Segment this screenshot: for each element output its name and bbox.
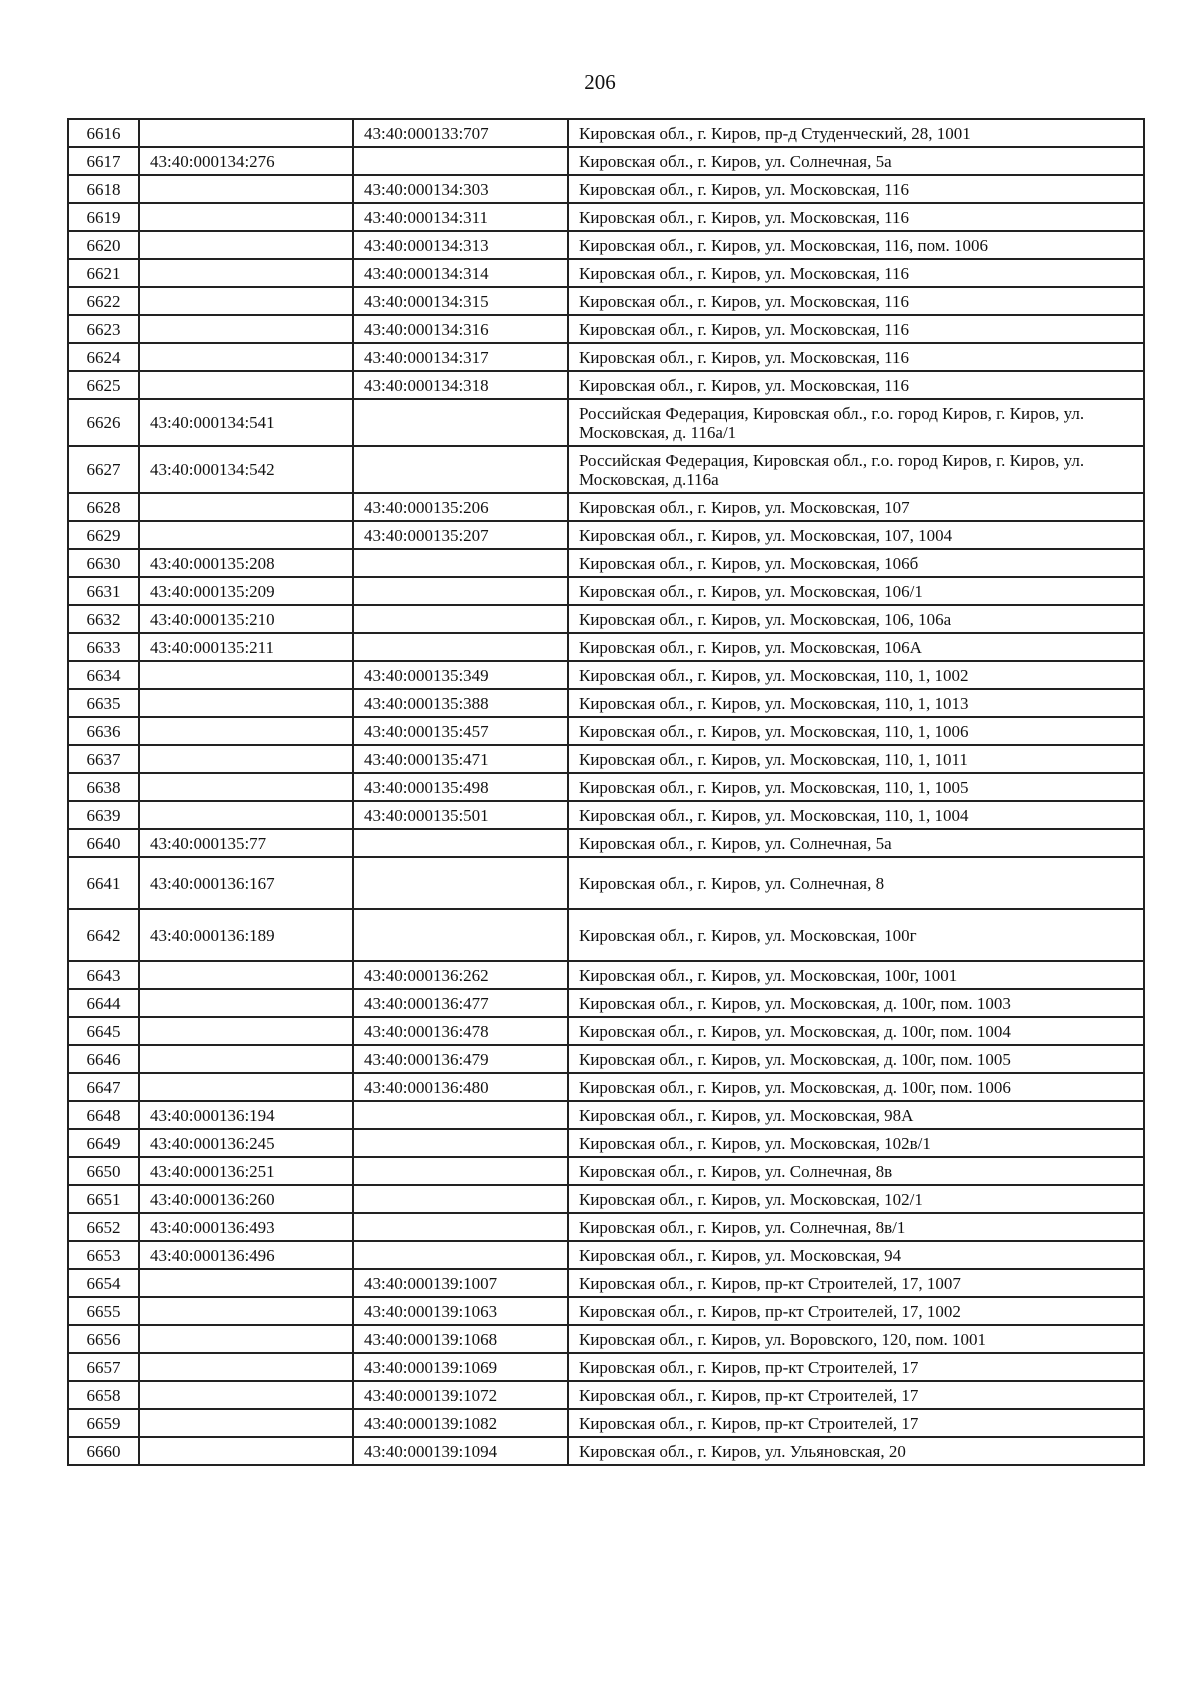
address-cell: Кировская обл., г. Киров, ул. Московская, 107 <box>568 493 1144 521</box>
cadastral-number-b-cell: 43:40:000134:311 <box>353 203 568 231</box>
cadastral-number-b-cell: 43:40:000135:457 <box>353 717 568 745</box>
address-cell: Кировская обл., г. Киров, ул. Московская, д. 100г, пом. 1005 <box>568 1045 1144 1073</box>
cadastral-number-b-cell: 43:40:000134:315 <box>353 287 568 315</box>
cadastral-number-b-cell <box>353 446 568 493</box>
cadastral-number-a-cell <box>139 493 353 521</box>
address-cell: Кировская обл., г. Киров, ул. Московская, 116 <box>568 203 1144 231</box>
row-number-cell: 6647 <box>68 1073 139 1101</box>
row-number-cell: 6628 <box>68 493 139 521</box>
cadastral-number-a-cell <box>139 717 353 745</box>
table-row <box>68 1297 1144 1325</box>
table-row <box>68 175 1144 203</box>
table-row <box>68 1045 1144 1073</box>
table-row <box>68 259 1144 287</box>
row-number-cell: 6648 <box>68 1101 139 1129</box>
cadastral-number-a-cell: 43:40:000135:209 <box>139 577 353 605</box>
row-number-cell: 6650 <box>68 1157 139 1185</box>
cadastral-number-b-cell: 43:40:000136:478 <box>353 1017 568 1045</box>
table-row <box>68 1101 1144 1129</box>
cadastral-number-b-cell: 43:40:000134:317 <box>353 343 568 371</box>
cadastral-number-b-cell: 43:40:000139:1082 <box>353 1409 568 1437</box>
table-row <box>68 315 1144 343</box>
table-row <box>68 745 1144 773</box>
table-row <box>68 1269 1144 1297</box>
cadastral-number-a-cell <box>139 801 353 829</box>
table-row <box>68 773 1144 801</box>
table-row <box>68 343 1144 371</box>
row-number-cell: 6633 <box>68 633 139 661</box>
table-row <box>68 1353 1144 1381</box>
row-number-cell: 6627 <box>68 446 139 493</box>
address-cell: Кировская обл., г. Киров, пр-кт Строителей, 17 <box>568 1409 1144 1437</box>
table-row <box>68 1325 1144 1353</box>
address-cell: Кировская обл., г. Киров, ул. Московская, 110, 1, 1005 <box>568 773 1144 801</box>
cadastral-number-b-cell: 43:40:000139:1007 <box>353 1269 568 1297</box>
row-number-cell: 6616 <box>68 119 139 147</box>
cadastral-number-b-cell: 43:40:000139:1068 <box>353 1325 568 1353</box>
row-number-cell: 6622 <box>68 287 139 315</box>
cadastral-number-a-cell <box>139 661 353 689</box>
row-number-cell: 6635 <box>68 689 139 717</box>
table-row <box>68 989 1144 1017</box>
table-row <box>68 689 1144 717</box>
cadastral-number-b-cell: 43:40:000139:1063 <box>353 1297 568 1325</box>
address-cell: Кировская обл., г. Киров, ул. Московская, 94 <box>568 1241 1144 1269</box>
cadastral-number-a-cell <box>139 961 353 989</box>
row-number-cell: 6621 <box>68 259 139 287</box>
cadastral-number-a-cell <box>139 521 353 549</box>
cadastral-number-b-cell <box>353 1101 568 1129</box>
cadastral-number-b-cell: 43:40:000134:313 <box>353 231 568 259</box>
cadastral-number-b-cell: 43:40:000135:471 <box>353 745 568 773</box>
cadastral-number-b-cell: 43:40:000135:206 <box>353 493 568 521</box>
cadastral-number-a-cell <box>139 287 353 315</box>
cadastral-number-b-cell: 43:40:000135:388 <box>353 689 568 717</box>
cadastral-number-a-cell <box>139 1269 353 1297</box>
address-cell: Кировская обл., г. Киров, ул. Московская, 102в/1 <box>568 1129 1144 1157</box>
cadastral-number-b-cell <box>353 1185 568 1213</box>
cadastral-number-a-cell <box>139 1297 353 1325</box>
row-number-cell: 6659 <box>68 1409 139 1437</box>
address-cell: Кировская обл., г. Киров, ул. Ульяновская, 20 <box>568 1437 1144 1465</box>
address-cell: Кировская обл., г. Киров, ул. Московская, д. 100г, пом. 1006 <box>568 1073 1144 1101</box>
address-cell: Кировская обл., г. Киров, ул. Московская, 110, 1, 1011 <box>568 745 1144 773</box>
table-row <box>68 577 1144 605</box>
cadastral-number-b-cell: 43:40:000139:1094 <box>353 1437 568 1465</box>
address-cell: Кировская обл., г. Киров, ул. Воровского, 120, пом. 1001 <box>568 1325 1144 1353</box>
address-cell: Кировская обл., г. Киров, пр-кт Строителей, 17, 1007 <box>568 1269 1144 1297</box>
row-number-cell: 6630 <box>68 549 139 577</box>
cadastral-number-a-cell <box>139 371 353 399</box>
table-row <box>68 801 1144 829</box>
address-cell: Российская Федерация, Кировская обл., г.о. город Киров, г. Киров, ул. Московская, д.116а <box>568 446 1144 493</box>
row-number-cell: 6639 <box>68 801 139 829</box>
cadastral-number-b-cell <box>353 829 568 857</box>
cadastral-number-b-cell: 43:40:000136:477 <box>353 989 568 1017</box>
cadastral-number-b-cell <box>353 1129 568 1157</box>
table-row <box>68 1073 1144 1101</box>
address-cell: Кировская обл., г. Киров, пр-кт Строителей, 17 <box>568 1353 1144 1381</box>
address-cell: Кировская обл., г. Киров, ул. Московская, 116, пом. 1006 <box>568 231 1144 259</box>
cadastral-number-a-cell <box>139 1409 353 1437</box>
address-cell: Кировская обл., г. Киров, ул. Московская, 116 <box>568 343 1144 371</box>
row-number-cell: 6617 <box>68 147 139 175</box>
cadastral-number-a-cell: 43:40:000136:167 <box>139 857 353 909</box>
table-body <box>68 119 1144 1465</box>
row-number-cell: 6624 <box>68 343 139 371</box>
cadastral-number-b-cell <box>353 1241 568 1269</box>
row-number-cell: 6641 <box>68 857 139 909</box>
cadastral-number-b-cell <box>353 909 568 961</box>
cadastral-number-b-cell <box>353 147 568 175</box>
row-number-cell: 6640 <box>68 829 139 857</box>
address-cell: Кировская обл., г. Киров, ул. Солнечная, 5а <box>568 829 1144 857</box>
cadastral-number-a-cell <box>139 1437 353 1465</box>
cadastral-number-a-cell <box>139 1325 353 1353</box>
cadastral-number-a-cell <box>139 1353 353 1381</box>
address-cell: Кировская обл., г. Киров, ул. Солнечная, 8в <box>568 1157 1144 1185</box>
cadastral-number-a-cell <box>139 315 353 343</box>
address-cell: Кировская обл., г. Киров, ул. Московская, 116 <box>568 315 1144 343</box>
address-cell: Кировская обл., г. Киров, ул. Солнечная, 8в/1 <box>568 1213 1144 1241</box>
row-number-cell: 6655 <box>68 1297 139 1325</box>
address-cell: Кировская обл., г. Киров, пр-д Студенческий, 28, 1001 <box>568 119 1144 147</box>
cadastral-number-a-cell <box>139 773 353 801</box>
cadastral-number-b-cell: 43:40:000139:1069 <box>353 1353 568 1381</box>
address-cell: Кировская обл., г. Киров, ул. Московская, 106, 106а <box>568 605 1144 633</box>
row-number-cell: 6654 <box>68 1269 139 1297</box>
address-cell: Кировская обл., г. Киров, ул. Солнечная, 8 <box>568 857 1144 909</box>
table-row <box>68 1213 1144 1241</box>
address-cell: Кировская обл., г. Киров, ул. Московская, 98А <box>568 1101 1144 1129</box>
address-cell: Кировская обл., г. Киров, ул. Московская, 100г <box>568 909 1144 961</box>
cadastral-number-b-cell <box>353 857 568 909</box>
cadastral-number-b-cell <box>353 1213 568 1241</box>
cadastral-number-b-cell: 43:40:000134:303 <box>353 175 568 203</box>
row-number-cell: 6656 <box>68 1325 139 1353</box>
cadastral-number-b-cell <box>353 549 568 577</box>
cadastral-number-a-cell: 43:40:000134:276 <box>139 147 353 175</box>
table-row <box>68 1157 1144 1185</box>
row-number-cell: 6638 <box>68 773 139 801</box>
cadastral-number-a-cell <box>139 119 353 147</box>
cadastral-number-a-cell: 43:40:000136:251 <box>139 1157 353 1185</box>
cadastral-number-b-cell: 43:40:000136:480 <box>353 1073 568 1101</box>
table-row <box>68 147 1144 175</box>
table-row <box>68 119 1144 147</box>
page-number: 206 <box>584 70 616 94</box>
table-row <box>68 1437 1144 1465</box>
address-cell: Кировская обл., г. Киров, ул. Московская, 106А <box>568 633 1144 661</box>
row-number-cell: 6653 <box>68 1241 139 1269</box>
row-number-cell: 6631 <box>68 577 139 605</box>
cadastral-number-b-cell <box>353 577 568 605</box>
table-row <box>68 399 1144 446</box>
address-cell: Кировская обл., г. Киров, пр-кт Строителей, 17 <box>568 1381 1144 1409</box>
table-row <box>68 287 1144 315</box>
cadastral-number-a-cell <box>139 745 353 773</box>
address-cell: Кировская обл., г. Киров, пр-кт Строителей, 17, 1002 <box>568 1297 1144 1325</box>
cadastral-number-b-cell: 43:40:000135:207 <box>353 521 568 549</box>
table-row <box>68 493 1144 521</box>
table-row <box>68 446 1144 493</box>
cadastral-number-a-cell: 43:40:000135:208 <box>139 549 353 577</box>
cadastral-number-a-cell <box>139 1045 353 1073</box>
row-number-cell: 6658 <box>68 1381 139 1409</box>
cadastral-number-b-cell: 43:40:000135:498 <box>353 773 568 801</box>
address-cell: Кировская обл., г. Киров, ул. Московская, 110, 1, 1006 <box>568 717 1144 745</box>
table-row <box>68 717 1144 745</box>
cadastral-number-a-cell <box>139 259 353 287</box>
row-number-cell: 6634 <box>68 661 139 689</box>
property-table <box>67 118 1145 1466</box>
table-row <box>68 231 1144 259</box>
row-number-cell: 6643 <box>68 961 139 989</box>
row-number-cell: 6618 <box>68 175 139 203</box>
address-cell: Кировская обл., г. Киров, ул. Московская, 107, 1004 <box>568 521 1144 549</box>
row-number-cell: 6645 <box>68 1017 139 1045</box>
cadastral-number-a-cell <box>139 1073 353 1101</box>
table-row <box>68 1409 1144 1437</box>
cadastral-number-a-cell: 43:40:000135:77 <box>139 829 353 857</box>
row-number-cell: 6626 <box>68 399 139 446</box>
row-number-cell: 6642 <box>68 909 139 961</box>
cadastral-number-a-cell: 43:40:000134:541 <box>139 399 353 446</box>
table-row <box>68 857 1144 909</box>
table-row <box>68 1241 1144 1269</box>
cadastral-number-a-cell <box>139 343 353 371</box>
row-number-cell: 6651 <box>68 1185 139 1213</box>
row-number-cell: 6636 <box>68 717 139 745</box>
cadastral-number-b-cell: 43:40:000139:1072 <box>353 1381 568 1409</box>
table-row <box>68 605 1144 633</box>
table-row <box>68 1129 1144 1157</box>
row-number-cell: 6620 <box>68 231 139 259</box>
table-row <box>68 961 1144 989</box>
address-cell: Кировская обл., г. Киров, ул. Московская, 110, 1, 1013 <box>568 689 1144 717</box>
cadastral-number-b-cell: 43:40:000136:479 <box>353 1045 568 1073</box>
table-row <box>68 829 1144 857</box>
table-row <box>68 549 1144 577</box>
cadastral-number-a-cell <box>139 203 353 231</box>
row-number-cell: 6632 <box>68 605 139 633</box>
row-number-cell: 6619 <box>68 203 139 231</box>
cadastral-number-b-cell: 43:40:000136:262 <box>353 961 568 989</box>
cadastral-number-b-cell: 43:40:000134:314 <box>353 259 568 287</box>
cadastral-number-b-cell: 43:40:000135:501 <box>353 801 568 829</box>
cadastral-number-b-cell <box>353 633 568 661</box>
address-cell: Кировская обл., г. Киров, ул. Московская, 106/1 <box>568 577 1144 605</box>
address-cell: Кировская обл., г. Киров, ул. Солнечная, 5а <box>568 147 1144 175</box>
address-cell: Кировская обл., г. Киров, ул. Московская, 116 <box>568 259 1144 287</box>
address-cell: Кировская обл., г. Киров, ул. Московская, 116 <box>568 371 1144 399</box>
address-cell: Кировская обл., г. Киров, ул. Московская, 102/1 <box>568 1185 1144 1213</box>
row-number-cell: 6637 <box>68 745 139 773</box>
table-row <box>68 1381 1144 1409</box>
cadastral-number-a-cell: 43:40:000134:542 <box>139 446 353 493</box>
row-number-cell: 6649 <box>68 1129 139 1157</box>
cadastral-number-a-cell: 43:40:000136:245 <box>139 1129 353 1157</box>
cadastral-number-b-cell <box>353 605 568 633</box>
cadastral-number-a-cell: 43:40:000136:260 <box>139 1185 353 1213</box>
table-row <box>68 633 1144 661</box>
cadastral-number-a-cell <box>139 1017 353 1045</box>
cadastral-number-a-cell: 43:40:000136:496 <box>139 1241 353 1269</box>
address-cell: Кировская обл., г. Киров, ул. Московская, 110, 1, 1004 <box>568 801 1144 829</box>
address-cell: Кировская обл., г. Киров, ул. Московская, д. 100г, пом. 1004 <box>568 1017 1144 1045</box>
cadastral-number-b-cell <box>353 1157 568 1185</box>
cadastral-number-a-cell: 43:40:000136:194 <box>139 1101 353 1129</box>
cadastral-number-b-cell: 43:40:000135:349 <box>353 661 568 689</box>
row-number-cell: 6660 <box>68 1437 139 1465</box>
row-number-cell: 6646 <box>68 1045 139 1073</box>
cadastral-number-b-cell: 43:40:000134:316 <box>353 315 568 343</box>
cadastral-number-a-cell: 43:40:000136:493 <box>139 1213 353 1241</box>
table-row <box>68 1017 1144 1045</box>
address-cell: Кировская обл., г. Киров, ул. Московская, 116 <box>568 287 1144 315</box>
address-cell: Кировская обл., г. Киров, ул. Московская, 100г, 1001 <box>568 961 1144 989</box>
row-number-cell: 6625 <box>68 371 139 399</box>
cadastral-number-a-cell: 43:40:000135:211 <box>139 633 353 661</box>
table-row <box>68 521 1144 549</box>
cadastral-number-a-cell <box>139 175 353 203</box>
row-number-cell: 6657 <box>68 1353 139 1381</box>
cadastral-number-a-cell <box>139 231 353 259</box>
cadastral-number-a-cell <box>139 1381 353 1409</box>
row-number-cell: 6629 <box>68 521 139 549</box>
table-row <box>68 203 1144 231</box>
cadastral-number-b-cell: 43:40:000133:707 <box>353 119 568 147</box>
address-cell: Российская Федерация, Кировская обл., г.о. город Киров, г. Киров, ул. Московская, д. 116а/1 <box>568 399 1144 446</box>
table-row <box>68 661 1144 689</box>
address-cell: Кировская обл., г. Киров, ул. Московская, д. 100г, пом. 1003 <box>568 989 1144 1017</box>
row-number-cell: 6652 <box>68 1213 139 1241</box>
table-row <box>68 371 1144 399</box>
table-row <box>68 909 1144 961</box>
cadastral-number-a-cell: 43:40:000136:189 <box>139 909 353 961</box>
cadastral-number-b-cell: 43:40:000134:318 <box>353 371 568 399</box>
row-number-cell: 6644 <box>68 989 139 1017</box>
row-number-cell: 6623 <box>68 315 139 343</box>
cadastral-number-a-cell: 43:40:000135:210 <box>139 605 353 633</box>
cadastral-number-b-cell <box>353 399 568 446</box>
cadastral-number-a-cell <box>139 989 353 1017</box>
table-row <box>68 1185 1144 1213</box>
cadastral-number-a-cell <box>139 689 353 717</box>
address-cell: Кировская обл., г. Киров, ул. Московская, 110, 1, 1002 <box>568 661 1144 689</box>
address-cell: Кировская обл., г. Киров, ул. Московская, 106б <box>568 549 1144 577</box>
address-cell: Кировская обл., г. Киров, ул. Московская, 116 <box>568 175 1144 203</box>
